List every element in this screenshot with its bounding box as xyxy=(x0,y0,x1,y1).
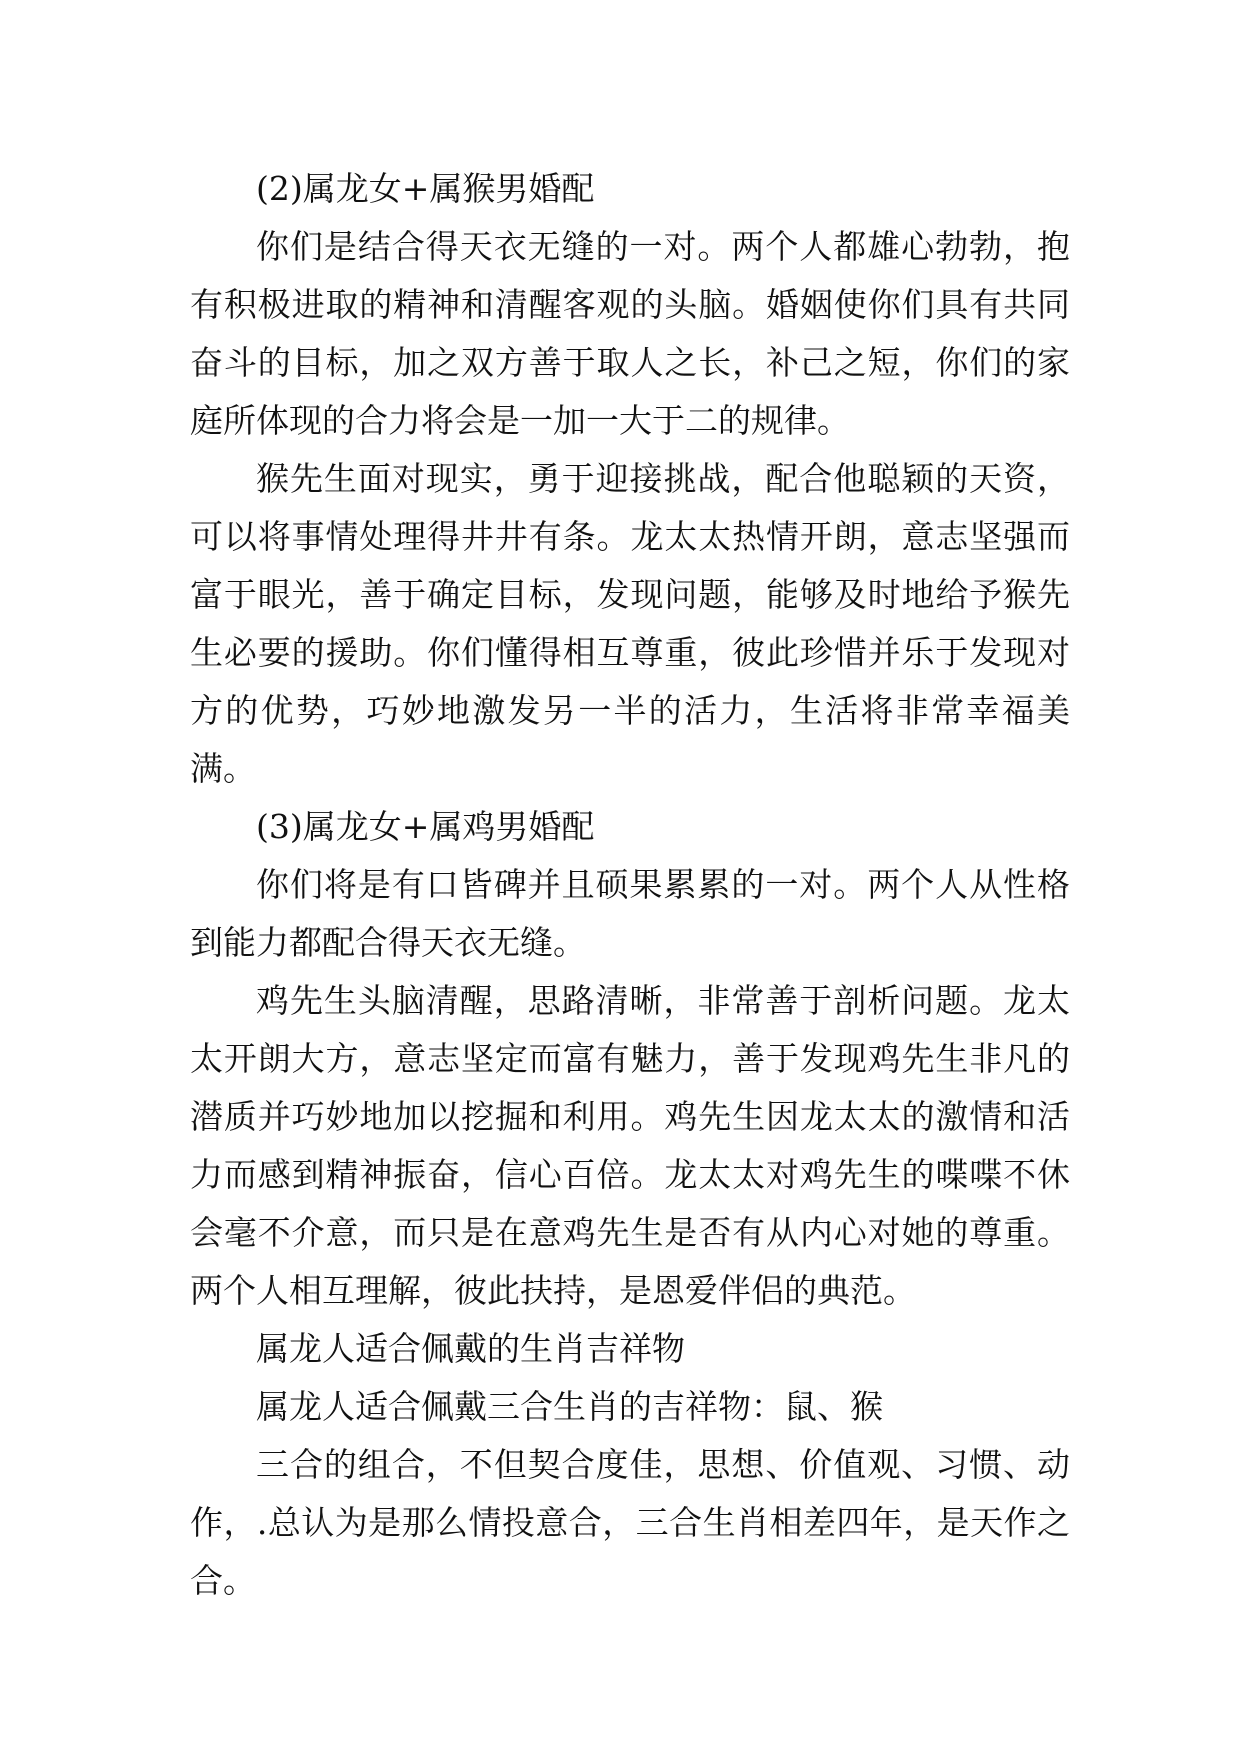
section-heading-dragon-rooster: (3)属龙女+属鸡男婚配 xyxy=(256,807,595,846)
section-heading-dragon-monkey: (2)属龙女+属猴男婚配 xyxy=(256,169,595,208)
paragraph: 你们将是有口皆碑并且硕果累累的一对。两个人从性格到能力都配合得天衣无缝。 xyxy=(190,865,1070,962)
paragraph: 鸡先生头脑清醒，思路清晰，非常善于剖析问题。龙太太开朗大方，意志坚定而富有魅力，善于发现鸡先生非凡的潜质并巧妙地加以挖掘和利用。鸡先生因龙太太的激情和活力而感到精神振奋，信心百倍。龙太太对鸡先生的喋喋不休会毫不介意，而只是在意鸡先生是否有从内心对她的尊重。两个人相互理解，彼此扶持，是恩爱伴侣的典范。 xyxy=(190,981,1070,1310)
paragraph: 你们是结合得天衣无缝的一对。两个人都雄心勃勃，抱有积极进取的精神和清醒客观的头脑。婚姻使你们具有共同奋斗的目标，加之双方善于取人之长，补己之短，你们的家庭所体现的合力将会是一加一大于二的规律。 xyxy=(190,227,1070,440)
section-heading-mascot: 属龙人适合佩戴的生肖吉祥物 xyxy=(256,1329,685,1368)
document-body xyxy=(190,160,1070,1610)
paragraph: 属龙人适合佩戴三合生肖的吉祥物：鼠、猴 xyxy=(256,1387,883,1426)
paragraph: 猴先生面对现实，勇于迎接挑战，配合他聪颖的天资，可以将事情处理得井井有条。龙太太热情开朗，意志坚强而富于眼光，善于确定目标，发现问题，能够及时地给予猴先生必要的援助。你们懂得相互尊重，彼此珍惜并乐于发现对方的优势，巧妙地激发另一半的活力，生活将非常幸福美满。 xyxy=(190,459,1070,788)
paragraph: 三合的组合，不但契合度佳，思想、价值观、习惯、动作，.总认为是那么情投意合，三合生肖相差四年，是天作之合。 xyxy=(190,1445,1070,1600)
